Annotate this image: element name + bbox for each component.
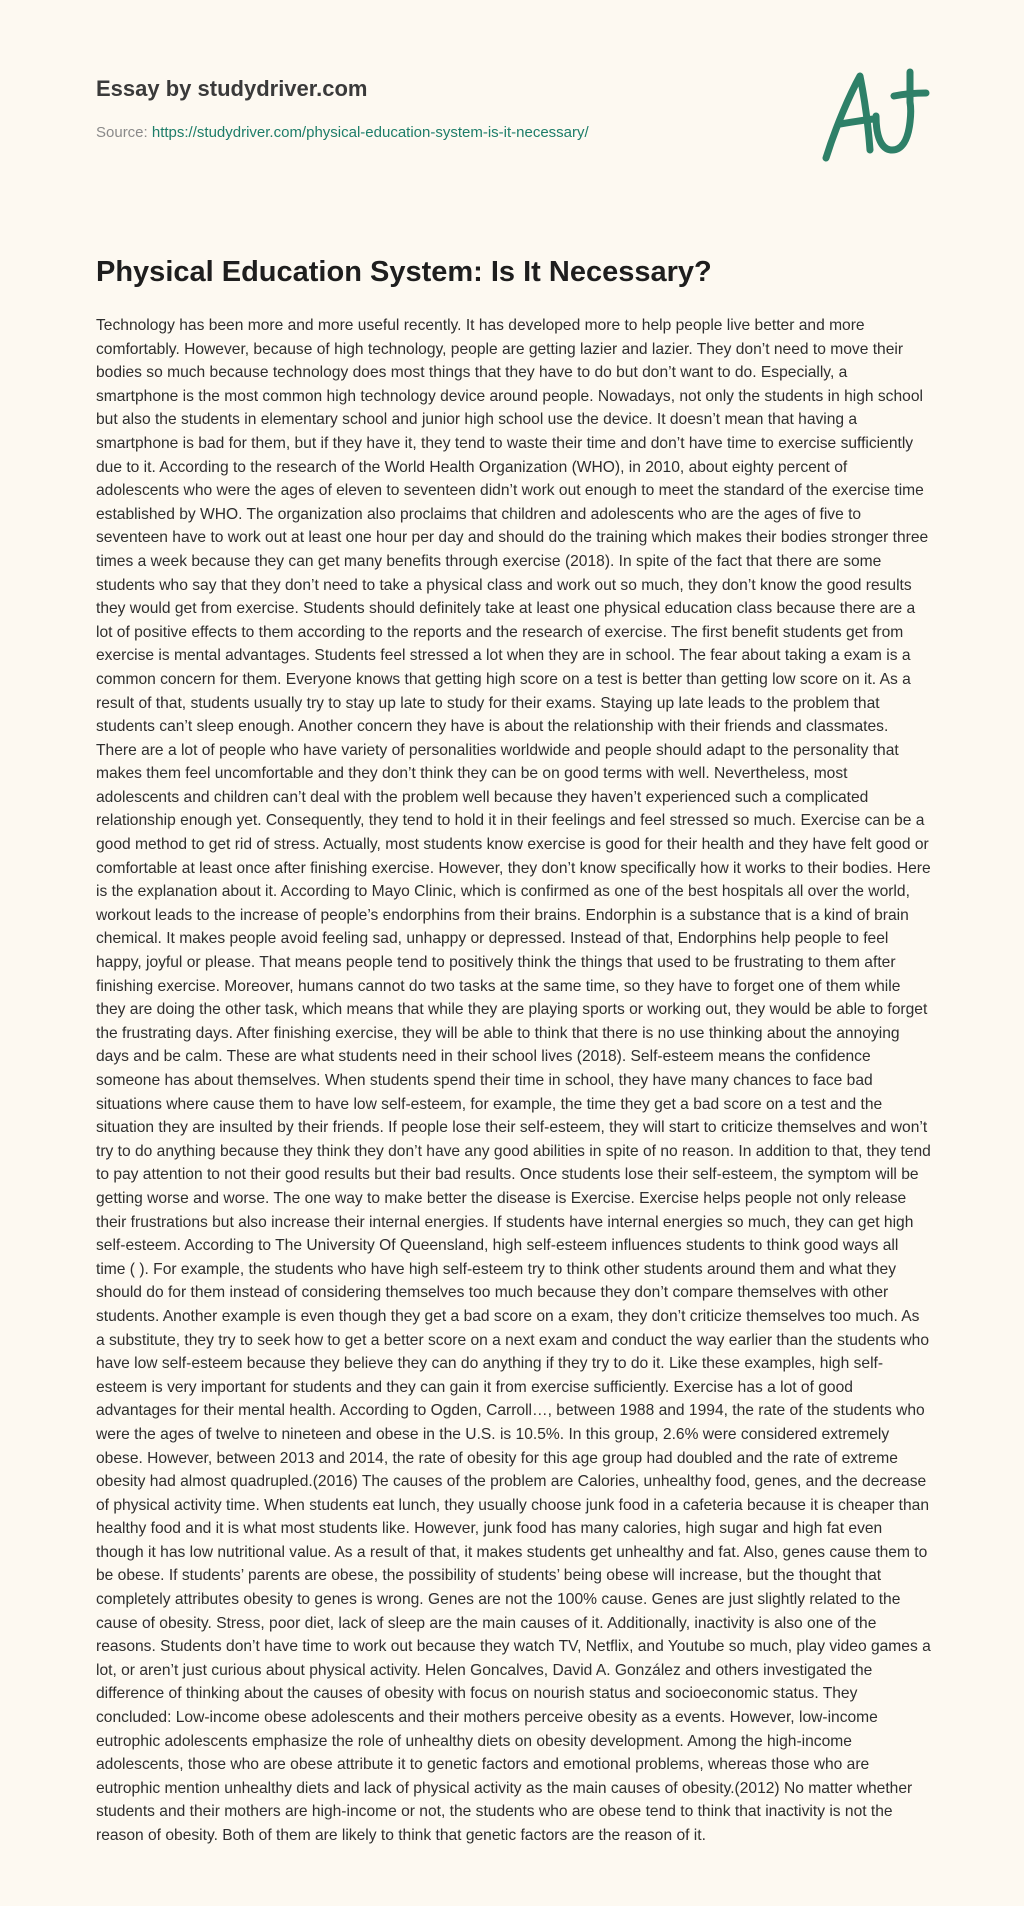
source-link[interactable]: https://studydriver.com/physical-education-system-is-it-necessary/ <box>151 124 589 141</box>
site-header <box>96 74 796 143</box>
source-line <box>96 123 796 143</box>
site-brand: Essay by studydriver.com <box>96 76 368 101</box>
a-plus-logo-icon <box>820 66 932 166</box>
source-label: Source: <box>96 124 152 141</box>
essay-body: Technology has been more and more useful recently. It has developed more to help people live better and more comfortably. However, because of high technology, people are getting lazier and lazier. They don’t need to move their bodies so much because technology does most things that they have to do but don’t want to do. Especially, a smartphone is the most common high technology device around people. Nowadays, not only the students in high school but also the students in elementary school and junior high school use the device. It doesn’t mean that having a smartphone is bad for them, but if they have it, they tend to waste their time and don’t have time to exercise sufficiently due to it. According to the research of the World Health Organization (WHO), in 2010, about eighty percent of adolescents who were the ages of eleven to seventeen didn’t work out enough to meet the standard of the exercise time established by WHO. The organization also proclaims that children and adolescents who are the ages of five to seventeen have to work out at least one hour per day and should do the training which makes their bodies stronger three times a week because they can get many benefits through exercise (2018). In spite of the fact that there are some students who say that they don’t need to take a physical class and work out so much, they don’t know the good results they would get from exercise. Students should definitely take at least one physical education class because there are a lot of positive effects to them according to the reports and the research of exercise. The first benefit students get from exercise is mental advantages. Students feel stressed a lot when they are in school. The fear about taking a exam is a common concern for them. Everyone knows that getting high score on a test is better than getting low score on it. As a result of that, students usually try to stay up late to study for their exams. Staying up late leads to the problem that students can’t sleep enough. Another concern they have is about the relationship with their friends and classmates. There are a lot of people who have variety of personalities worldwide and people should adapt to the personality that makes them feel uncomfortable and they don’t think they can be on good terms with well. Nevertheless, most adolescents and children can’t deal with the problem well because they haven’t experienced such a complicated relationship enough yet. Consequently, they tend to hold it in their feelings and feel stressed so much. Exercise can be a good method to get rid of stress. Actually, most students know exercise is good for their health and they have felt good or comfortable at least once after finishing exercise. However, they don’t know specifically how it works to their bodies. Here is the explanation about it. According to Mayo Clinic, which is confirmed as one of the best hospitals all over the world, workout leads to the increase of people’s endorphins from their brains. Endorphin is a substance that is a kind of brain chemical. It makes people avoid feeling sad, unhappy or depressed. Instead of that, Endorphins help people to feel happy, joyful or please. That means people tend to positively think the things that used to be frustrating to them after finishing exercise. Moreover, humans cannot do two tasks at the same time, so they have to forget one of them while they are doing the other task, which means that while they are playing sports or working out, they would be able to forget the frustrating days. After finishing exercise, they will be able to think that there is no use thinking about the annoying days and be calm. These are what students need in their school lives (2018). Self-esteem means the confidence someone has about themselves. When students spend their time in school, they have many chances to face bad situations where cause them to have low self-esteem, for example, the time they get a bad score on a test and the situation they are insulted by their friends. If people lose their self-esteem, they will start to criticize themselves and won’t try to do anything because they think they don’t have any good abilities in spite of no reason. In addition to that, they tend to pay attention to not their good results but their bad results. Once students lose their self-esteem, the symptom will be getting worse and worse. The one way to make better the disease is Exercise. Exercise helps people not only release their frustrations but also increase their internal energies. If students have internal energies so much, they can get high self-esteem. According to The University Of Queensland, high self-esteem influences students to think good ways all time ( ). For example, the students who have high self-esteem try to think other students around them and what they should do for them instead of considering themselves too much because they don’t compare themselves with other students. Another example is even though they get a bad score on a exam, they don’t criticize themselves too much. As a substitute, they try to seek how to get a better score on a next exam and conduct the way earlier than the students who have low self-esteem because they believe they can do anything if they try to do it. Like these examples, high self-esteem is very important for students and they can gain it from exercise sufficiently. Exercise has a lot of good advantages for their mental health. According to Ogden, Carroll…, between 1988 and 1994, the rate of the students who were the ages of twelve to nineteen and obese in the U.S. is 10.5%. In this group, 2.6% were considered extremely obese. However, between 2013 and 2014, the rate of obesity for this age group had doubled and the rate of extreme obesity had almost quadrupled.(2016) The causes of the problem are Calories, unhealthy food, genes, and the decrease of physical activity time. When students eat lunch, they usually choose junk food in a cafeteria because it is cheaper than healthy food and it is what most students like. However, junk food has many calories, high sugar and high fat even though it has low nutritional value. As a result of that, it makes students get unhealthy and fat. Also, genes cause them to be obese. If students’ parents are obese, the possibility of students’ being obese will increase, but the thought that completely attributes obesity to genes is wrong. Genes are not the 100% cause. Genes are just slightly related to the cause of obesity. Stress, poor diet, lack of sleep are the main causes of it. Additionally, inactivity is also one of the reasons. Students don’t have time to work out because they watch TV, Netflix, and Youtube so much, play video games a lot, or aren’t just curious about physical activity. Helen Goncalves, David A. González and others investigated the difference of thinking about the causes of obesity with focus on nourish status and socioeconomic status. They concluded: Low-income obese adolescents and their mothers perceive obesity as a events. However, low-income eutrophic adolescents emphasize the role of unhealthy diets on obesity development. Among the high-income adolescents, those who are obese attribute it to genetic factors and emotional problems, whereas those who are eutrophic mention unhealthy diets and lack of physical activity as the main causes of obesity.(2012) No matter whether students and their mothers are high-income or not, the students who are obese tend to think that inactivity is not the reason of obesity. Both of them are likely to think that genetic factors are the reason of it. <box>96 317 931 1844</box>
essay-title: Physical Education System: Is It Necessary? <box>96 256 712 288</box>
